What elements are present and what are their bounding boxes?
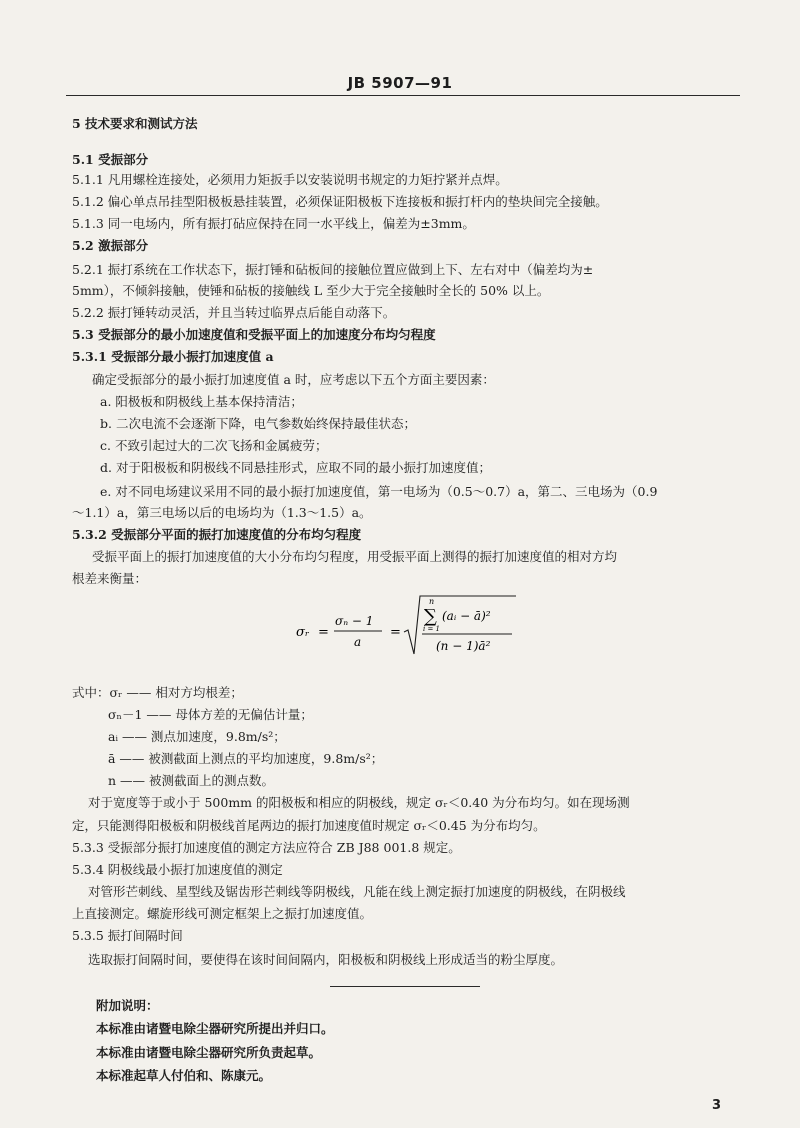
text-line-s531: 5.3.1 受振部分最小振打加速度值 a <box>72 349 274 364</box>
text-line-s535: 5.3.5 振打间隔时间 <box>72 928 183 943</box>
text-line-s532c: 根差来衡量： <box>72 571 148 586</box>
relative-rms-formula <box>290 592 520 662</box>
text-line-s53: 5.3 受振部分的最小加速度值和受振平面上的加速度分布均匀程度 <box>72 327 436 342</box>
text-line-p2: 定，只能测得阳极板和阴极线首尾两边的振打加速度值时规定 σᵣ＜0.45 为分布均匀。 <box>72 818 546 833</box>
text-line-le: e. 对不同电场建议采用不同的最小振打加速度值，第一电场为（0.5～0.7）a，第二、三电场为（0.9 <box>100 484 658 499</box>
text-line-s535b: 选取振打间隔时间，要使得在该时间间隔内，阳极板和阴极线上形成适当的粉尘厚度。 <box>88 952 564 967</box>
text-line-sec5: 5 技术要求和测试方法 <box>72 116 198 131</box>
sum-symbol: ∑ <box>424 606 437 627</box>
text-line-s534b: 对管形芒刺线、星型线及锯齿形芒刺线等阴极线，凡能在线上测定振打加速度的阴极线，在阴极线 <box>88 884 626 899</box>
formula-equals-2: = <box>390 625 401 640</box>
text-line-n1: 本标准由诸暨电除尘器研究所提出并归口。 <box>96 1021 334 1036</box>
formula-numerator: σₙ − 1 <box>335 614 374 628</box>
text-line-s52: 5.2 激振部分 <box>72 238 149 253</box>
text-line-w0: 式中：σᵣ —— 相对方均根差； <box>72 685 243 700</box>
text-line-s513: 5.1.3 同一电场内，所有振打砧应保持在同一水平线上，偏差为±3mm。 <box>72 216 475 231</box>
text-line-s534: 5.3.4 阴极线最小振打加速度值的测定 <box>72 862 283 877</box>
text-line-w2: aᵢ —— 测点加速度，9.8m/s²； <box>108 729 286 744</box>
text-line-w1: σₙ－1 —— 母体方差的无偏估计量； <box>108 707 313 722</box>
text-line-lc: c. 不致引起过大的二次飞扬和金属疲劳； <box>100 438 328 453</box>
text-line-s511: 5.1.1 凡用螺栓连接处，必须用力矩扳手以安装说明书规定的力矩拧紧并点焊。 <box>72 172 508 187</box>
text-line-s522: 5.2.2 振打锤转动灵活，并且当转过临界点后能自动落下。 <box>72 305 396 320</box>
text-line-lb: b. 二次电流不会逐渐下降，电气参数始终保持最佳状态； <box>100 416 416 431</box>
text-line-n0: 附加说明： <box>96 998 159 1013</box>
text-line-s533: 5.3.3 受振部分振打加速度值的测定方法应符合 ZB J88 001.8 规定。 <box>72 840 461 855</box>
text-line-ld: d. 对于阳极板和阴极线不同悬挂形式，应取不同的最小振打加速度值； <box>100 460 491 475</box>
header-rule <box>66 95 740 96</box>
text-line-s532b: 受振平面上的振打加速度值的大小分布均匀程度，用受振平面上测得的振打加速度值的相对方均 <box>92 549 618 564</box>
text-line-p1: 对于宽度等于或小于 500mm 的阳极板和相应的阴极线，规定 σᵣ＜0.40 为分布均匀。如在现场测 <box>88 795 630 810</box>
text-line-s534c: 上直接测定。螺旋形线可测定框架上之振打加速度值。 <box>72 906 373 921</box>
text-line-w3: ā —— 被测截面上测点的平均加速度，9.8m/s²； <box>108 751 384 766</box>
standard-code-header: JB 5907—91 <box>347 74 453 92</box>
text-line-s51: 5.1 受振部分 <box>72 152 149 167</box>
sum-term: (aᵢ − ā)² <box>442 609 491 623</box>
formula-denominator: a <box>354 635 362 649</box>
root-denominator: (n − 1)ā² <box>436 639 491 653</box>
sum-upper-limit: n <box>429 597 435 606</box>
page-number: 3 <box>712 1098 722 1113</box>
section-divider <box>330 986 480 987</box>
formula-graphic <box>290 592 520 662</box>
text-line-s512: 5.1.2 偏心单点吊挂型阳极板悬挂装置，必须保证阳极板下连接板和振打杆内的垫块间完全接触。 <box>72 194 608 209</box>
formula-equals-1: = <box>318 625 329 640</box>
text-line-n3: 本标准起草人付伯和、陈康元。 <box>96 1068 272 1083</box>
text-line-la: a. 阳极板和阴极线上基本保持清洁； <box>100 394 303 409</box>
text-line-le2: ～1.1）a，第三电场以后的电场均为（1.3～1.5）a。 <box>72 505 372 520</box>
text-line-n2: 本标准由诸暨电除尘器研究所负责起草。 <box>96 1045 322 1060</box>
text-line-s532: 5.3.2 受振部分平面的振打加速度值的分布均匀程度 <box>72 527 362 542</box>
sum-lower-limit: i = 1 <box>423 625 441 633</box>
text-line-s521a: 5.2.1 振打系统在工作状态下，振打锤和砧板间的接触位置应做到上下、左右对中（偏差均为± <box>72 262 594 277</box>
text-line-s531b: 确定受振部分的最小振打加速度值 a 时，应考虑以下五个方面主要因素： <box>92 372 495 387</box>
text-line-w4: n —— 被测截面上的测点数。 <box>108 773 274 788</box>
text-line-s521b: 5mm），不倾斜接触，使锤和砧板的接触线 L 至少大于完全接触时全长的 50% 以上。 <box>72 283 550 298</box>
formula-lhs: σᵣ <box>296 625 310 640</box>
